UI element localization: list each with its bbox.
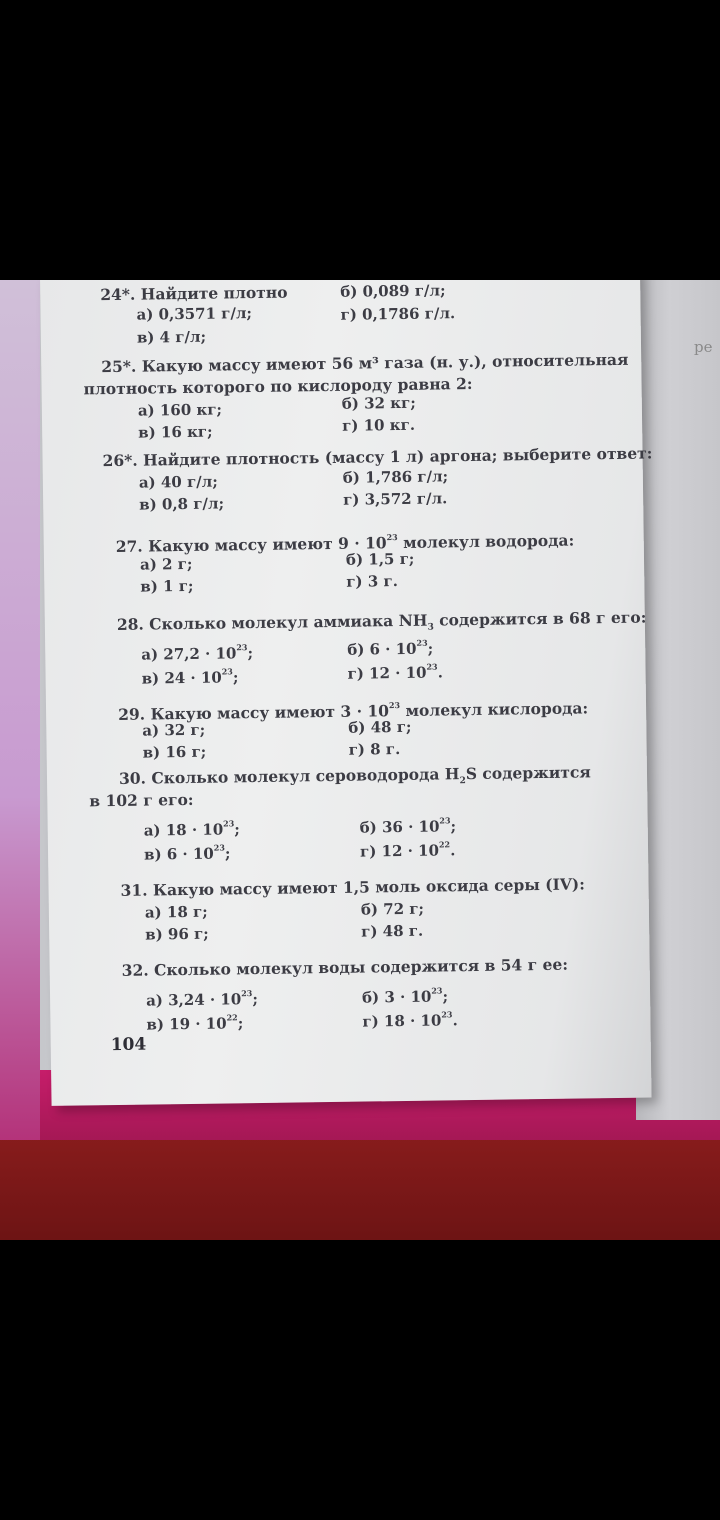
option-b: б) $6 \cdot 10^{23}$;: [347, 637, 434, 659]
question-title: 30. Сколько молекул сероводорода $H_2S$ содержится: [118, 762, 591, 788]
option-g: г) 3 г.: [346, 572, 399, 591]
question-title: 29. Какую массу имеют $3 \cdot 10^{23}$ молекул кислорода:: [117, 698, 589, 724]
option-a: а) 40 г/л;: [138, 472, 218, 492]
option-g: г) 10 кг.: [341, 415, 416, 435]
option-v: в) 4 г/л;: [136, 327, 207, 347]
option-v: в) $6 \cdot 10^{23}$;: [143, 842, 231, 864]
option-v: в) $19 \cdot 10^{22}$;: [146, 1012, 244, 1034]
question-title: 32. Сколько молекул воды содержится в 54 г ее:: [121, 954, 569, 980]
book-page: [40, 280, 652, 1106]
question-title: 31. Какую массу имеют 1,5 моль оксида серы (IV):: [120, 874, 585, 900]
question-26: [102, 443, 653, 514]
question-title-line2: плотность которого по кислороду равна 2:: [83, 373, 473, 399]
option-v: в) 0,8 г/л;: [139, 494, 225, 514]
question-30: [89, 762, 591, 864]
option-b: б) $36 \cdot 10^{23}$;: [359, 815, 457, 837]
option-b: б) $3 \cdot 10^{23}$;: [361, 985, 449, 1007]
option-g: г) 48 г.: [361, 921, 424, 941]
option-g: г) 3,572 г/л.: [343, 489, 448, 509]
option-g: г) $12 \cdot 10^{23}$.: [347, 661, 444, 683]
photo: [0, 280, 720, 1240]
option-a: а) $3,24 \cdot 10^{23}$;: [146, 988, 259, 1010]
option-a: а) $27,2 \cdot 10^{23}$;: [141, 642, 254, 664]
question-title: 27. Какую массу имеют $9 \cdot 10^{23}$ молекул водорода:: [115, 530, 575, 556]
question-title: 26*. Найдите плотность (массу 1 л) аргона; выберите ответ:: [102, 443, 653, 471]
option-a: а) $18 \cdot 10^{23}$;: [143, 818, 241, 840]
question-28: [116, 607, 647, 688]
option-b: б) 32 кг;: [341, 393, 416, 413]
question-32: [121, 954, 569, 1034]
option-g: г) $12 \cdot 10^{22}$.: [359, 839, 456, 861]
option-a: а) 0,3571 г/л;: [136, 304, 253, 324]
question-title-line2: в 102 г его:: [89, 789, 194, 811]
option-v: в) 16 г;: [142, 742, 207, 762]
question-27: [115, 525, 575, 596]
option-a: а) 2 г;: [139, 554, 193, 574]
option-a: а) 32 г;: [142, 720, 206, 740]
option-b: б) 48 г;: [348, 717, 412, 737]
option-a: а) 18 г;: [144, 902, 208, 922]
question-25: [83, 349, 629, 442]
option-v: в) 96 г;: [145, 924, 209, 944]
option-b: б) 1,5 г;: [345, 549, 415, 569]
question-title: 24*. Найдите плотно: [100, 282, 288, 305]
option-g: г) $18 \cdot 10^{23}$.: [362, 1009, 458, 1031]
option-v: в) 1 г;: [140, 576, 194, 596]
book-cover-side: [0, 280, 40, 1140]
option-b: б) 1,786 г/л;: [342, 467, 449, 487]
question-29: [117, 692, 589, 762]
page-number: 104: [110, 1034, 147, 1056]
question-title: 28. Сколько молекул аммиака $NH_3$ содержится в 68 г его:: [116, 607, 647, 634]
option-b: б) 72 г;: [360, 899, 425, 919]
option-v: в) 16 кг;: [138, 422, 213, 442]
option-g: г) 0,1786 г/л.: [340, 304, 456, 324]
question-31: [120, 874, 585, 944]
question-title: 25*. Какую массу имеют 56 м³ газа (н. у.), относительная: [101, 349, 629, 377]
option-g: г) 8 г.: [348, 740, 401, 759]
question-24: [100, 281, 456, 347]
option-a: а) 160 кг;: [137, 400, 223, 420]
facing-page-text: ре: [694, 338, 713, 356]
option-b: б) 0,089 г/л;: [340, 281, 446, 301]
option-v: в) $24 \cdot 10^{23}$;: [141, 666, 239, 688]
